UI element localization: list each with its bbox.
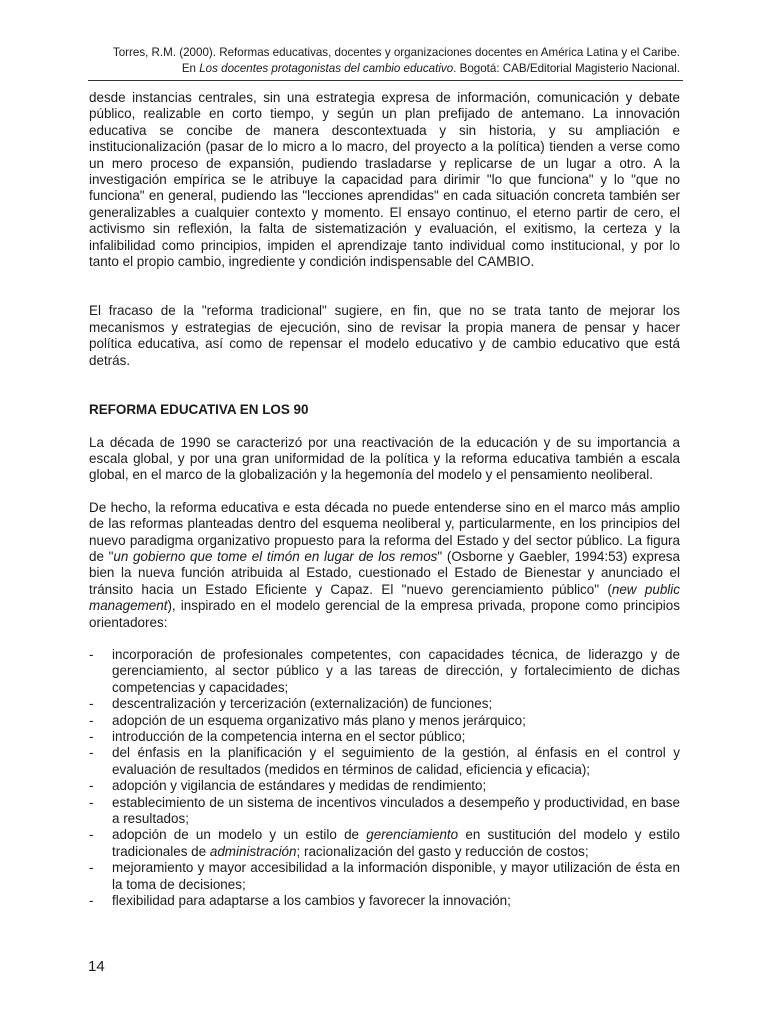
list-item-text: mejoramiento y mayor accesibilidad a la información disponible, y mayor utilización de ésta en la toma de decisiones; bbox=[112, 860, 680, 892]
bullet-dash: - bbox=[89, 827, 94, 843]
citation-line-1: Torres, R.M. (2000). Reformas educativas, docentes y organizaciones docentes en América Latina y el Caribe. bbox=[112, 46, 680, 59]
paragraph-4 bbox=[89, 500, 680, 631]
list-item bbox=[89, 795, 680, 828]
list-item-text: establecimiento de un sistema de incentivos vinculados a desempeño y productividad, en base a resultados; bbox=[112, 794, 680, 827]
list-item bbox=[89, 827, 680, 860]
bullet-dash: - bbox=[89, 778, 94, 794]
list-item-text: del énfasis en la planificación y el seguimiento de la gestión, al énfasis en el control y evaluación de resultados (medidos en términos de calidad, eficiencia y eficacia); bbox=[112, 745, 680, 777]
list-item-text: incorporación de profesionales competentes, con capacidades técnica, de liderazgo y de gerenciamiento, al sector público y a las tareas de dirección, y fortalecimiento de dichas competencias y capacidades; bbox=[112, 646, 680, 695]
bullet-dash: - bbox=[89, 646, 94, 662]
list-item-text: flexibilidad para adaptarse a los cambios y favorecer la innovación; bbox=[112, 893, 511, 909]
paragraph-4-text: ), inspirado en el modelo gerencial de la empresa privada, propone como principios orientadores: bbox=[89, 598, 680, 630]
paragraph-4-text: " (Osborne y Gaebler, 1994:53) expresa bien la nueva función atribuida al Estado, cuestionado el Estado de Bienestar y anunciado el tránsito hacia un Estado Eficiente y Capaz. El "nuevo gerenciamiento público" ( bbox=[89, 548, 680, 597]
list-item-text: descentralización y tercerización (externalización) de funciones; bbox=[112, 696, 493, 712]
principles-list bbox=[89, 647, 680, 910]
page-number: 14 bbox=[88, 958, 105, 975]
bullet-dash: - bbox=[89, 729, 94, 744]
paragraph-2: El fracaso de la "reforma tradicional" sugiere, en fin, que no se trata tanto de mejorar los mecanismos y estrategias de ejecución, sino de revisar la propia manera de pensar y hacer política educativa, así como de repensar el modelo educativo y de cambio educativo que está detrás. bbox=[89, 303, 680, 368]
list-item-text: introducción de la competencia interna en el sector público; bbox=[112, 729, 466, 744]
bullet-dash: - bbox=[89, 794, 94, 810]
bullet-dash: - bbox=[89, 712, 94, 728]
paragraph-4-text: De hecho, la reforma educativa e esta década no puede entenderse sino en el marco más amplio de las reformas planteadas dentro del esquema neoliberal y, particularmente, en los principios del nuevo paradigma organizativo propuesto para la reforma del Estado y del sector público. La figura de " bbox=[89, 499, 680, 564]
citation-line-2 bbox=[40, 61, 680, 77]
list-item-text: adopción de un modelo y un estilo de bbox=[112, 827, 367, 843]
list-item-emphasis: administración bbox=[209, 843, 297, 859]
list-item bbox=[89, 745, 680, 778]
list-item bbox=[89, 860, 680, 893]
page-header bbox=[40, 45, 680, 77]
list-item bbox=[89, 647, 680, 696]
list-item-text: en sustitución del modelo y estilo tradicionales de bbox=[112, 827, 681, 859]
list-item-text: ; racionalización del gasto y reducción de costos; bbox=[296, 843, 589, 859]
bullet-dash: - bbox=[89, 696, 94, 712]
paragraph-4-quote: un gobierno que tome el timón en lugar de los remos bbox=[113, 548, 438, 564]
section-heading: REFORMA EDUCATIVA EN LOS 90 bbox=[89, 402, 309, 418]
bullet-dash: - bbox=[89, 860, 94, 876]
list-item-text: adopción de un esquema organizativo más plano y menos jerárquico; bbox=[112, 712, 526, 728]
bullet-dash: - bbox=[89, 893, 94, 909]
list-item bbox=[89, 778, 680, 794]
citation-publisher: . Bogotá: CAB/Editorial Magisterio Nacional. bbox=[453, 62, 680, 75]
citation-book-title: Los docentes protagonistas del cambio educativo bbox=[199, 62, 454, 75]
paragraph-4-term: new public management bbox=[89, 581, 680, 614]
bullet-dash: - bbox=[89, 745, 94, 761]
list-item bbox=[89, 893, 680, 909]
list-item-text: adopción y vigilancia de estándares y medidas de rendimiento; bbox=[112, 778, 487, 794]
list-item bbox=[89, 713, 680, 729]
list-item bbox=[89, 729, 680, 745]
citation-prefix: En bbox=[181, 62, 200, 75]
header-rule bbox=[88, 80, 683, 81]
list-item bbox=[89, 696, 680, 712]
paragraph-3: La década de 1990 se caracterizó por una reactivación de la educación y de su importancia a escala global, y por una gran uniformidad de la política y la reforma educativa también a escala global, en el marco de la globalización y la hegemonía del modelo y el pensamiento neoliberal. bbox=[89, 434, 680, 483]
paragraph-1: desde instancias centrales, sin una estrategia expresa de información, comunicación y debate público, realizable en corto tiempo, y según un plan prefijado de antemano. La innovación educativa se concibe de manera descontextuada y sin historia, y su ampliación e institucionalización (pasar de lo micro a lo macro, del proyecto a la política) tienden a verse como un mero proceso de expansión, pudiendo trasladarse y replicarse de un lugar a otro. A la investigación empírica se le atribuye la capacidad para dirimir "lo que funciona" y lo "que no funciona" en general, pudiendo las "lecciones aprendidas" en cada situación concreta también ser generalizables a cualquier contexto y momento. El ensayo continuo, el eterno partir de cero, el activismo sin reflexión, la falta de sistematización y evaluación, el exitismo, la certeza y la infalibilidad como principios, impiden el aprendizaje tanto individual como institucional, y por lo tanto el propio cambio, ingrediente y condición indispensable del CAMBIO. bbox=[89, 90, 680, 270]
list-item-emphasis: gerenciamiento bbox=[366, 827, 459, 843]
body-text bbox=[89, 90, 680, 909]
